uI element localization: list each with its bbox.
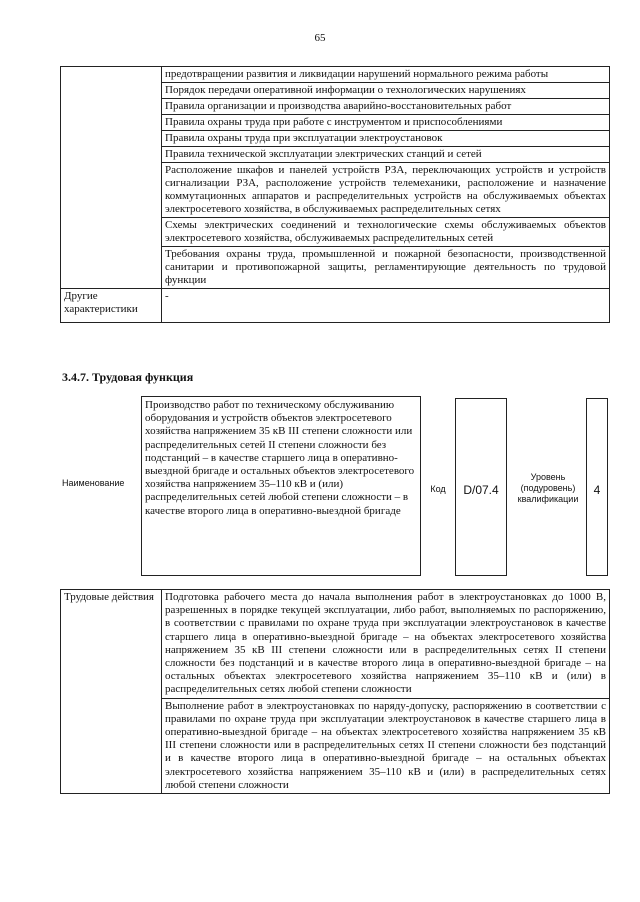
name-value: Производство работ по техническому обслуживанию оборудования и устройств объектов электросетевого хозяйства напряжением 35 кВ III степени сложности или распределительных сетей II степени сложности без подстанций – в качестве старшего лица в оперативно-выездной бригаде и остальных объектов электросетевого хозяйства напряжением 35–110 кВ и (или) распределительных сетей любой степени сложности – в качестве второго лица в оперативно-выездной бригаде — [141, 396, 421, 576]
table-row: Требования охраны труда, промышленной и пожарной безопасности, производственной санитарии и противопожарной защиты, регламентирующие деятельность по трудовой функции — [162, 247, 610, 289]
other-characteristics-value: - — [162, 289, 610, 323]
actions-table — [60, 589, 610, 794]
page-number: 65 — [314, 32, 326, 44]
table-row: Выполнение работ в электроустановках по наряду-допуску, распоряжению в соответствии с правилами по охране труда при эксплуатации электроустановок в качестве старшего лица в оперативно-выездной бригаде – на объектах электросетевого хозяйства напряжением 35 кВ III степени сложности или в распределительных сетях II степени сложности без подстанций и в качестве второго лица в оперативно-выездной бригаде – на остальных объектах электросетевого хозяйства напряжением 35–110 кВ и (или) в распределительных сетях любой степени сложности — [162, 698, 610, 793]
level-value: 4 — [593, 483, 601, 497]
code-box — [455, 398, 507, 576]
table-row: Подготовка рабочего места до начала выполнения работ в электроустановках до 1000 В, разрешенных в порядке текущей эксплуатации, либо работ, выполняемых по распоряжению, в соответствии с правилами по охране труда при эксплуатации электроустановок в качестве старшего лица в оперативно-выездной бригаде – на объектах электросетевого хозяйства напряжением 35 кВ III степени сложности или в распределительных сетях II степени сложности без подстанций и в качестве второго лица в оперативно-выездной бригаде – на остальных объектах электросетевого хозяйства напряжением 35–110 кВ и (или) в распределительных сетях любой степени сложности — [162, 590, 610, 699]
actions-label: Трудовые действия — [61, 590, 162, 794]
table-row: Порядок передачи оперативной информации о технологических нарушениях — [162, 83, 610, 99]
table-row: Схемы электрических соединений и технологические схемы обслуживаемых объектов электросетевого хозяйства, обслуживаемых распределительных сетей — [162, 218, 610, 247]
section-title: 3.4.7. Трудовая функция — [62, 370, 194, 384]
other-characteristics-label: Другие характеристики — [61, 289, 162, 323]
table-row: Правила организации и производства аварийно-восстановительных работ — [162, 99, 610, 115]
table-row: предотвращении развития и ликвидации нарушений нормального режима работы — [162, 67, 610, 83]
knowledge-table — [60, 66, 610, 323]
level-label: Уровень (подуровень) квалификации — [517, 472, 579, 504]
code-value: D/07.4 — [463, 483, 499, 497]
level-box — [586, 398, 608, 576]
table-row: Правила охраны труда при эксплуатации электроустановок — [162, 131, 610, 147]
code-label: Код — [430, 484, 446, 494]
table-row: Правила охраны труда при работе с инструментом и приспособлениями — [162, 115, 610, 131]
table-left-cell — [61, 67, 162, 289]
name-label: Наименование — [62, 478, 125, 488]
table-row: Правила технической эксплуатации электрических станций и сетей — [162, 147, 610, 163]
table-row: Расположение шкафов и панелей устройств РЗА, переключающих устройств и устройств сигнализации РЗА, расположение устройств телемеханики, расположение и назначение коммутационных аппаратов и распределительных устройств на обслуживаемых объектах электросетевого хозяйства, в обслуживаемых распределительных сетях — [162, 163, 610, 218]
